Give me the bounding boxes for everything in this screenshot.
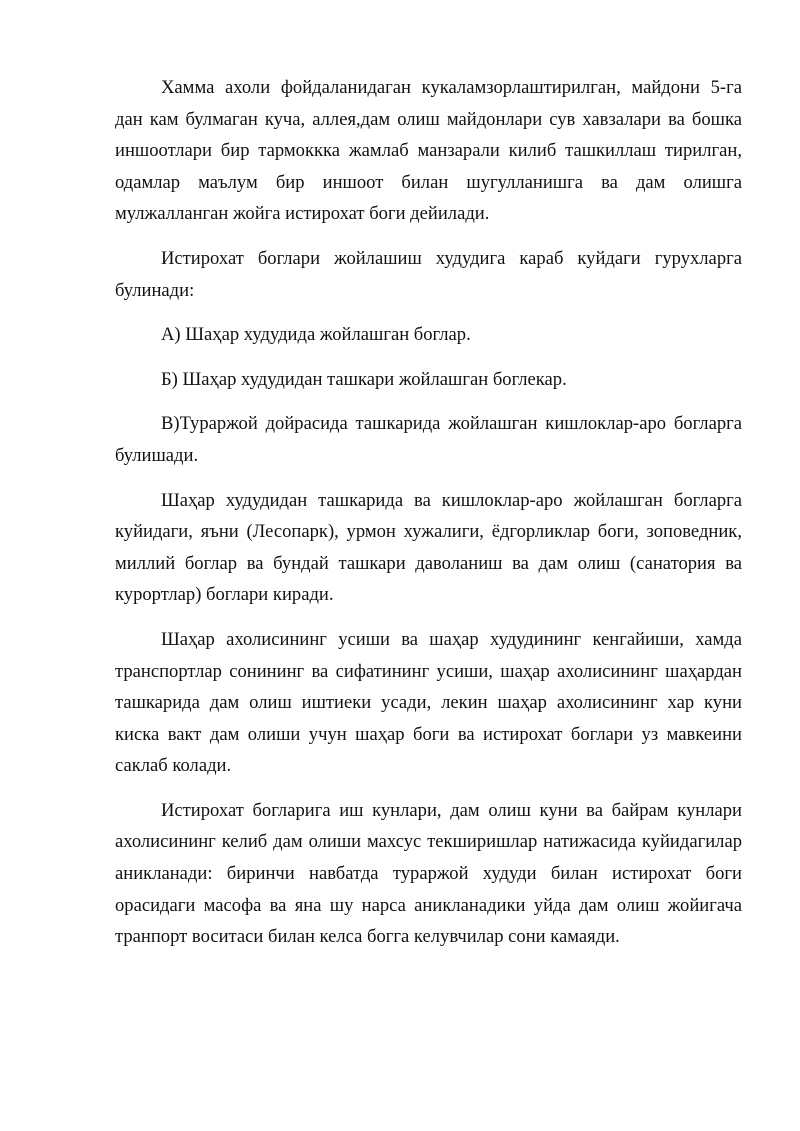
list-item-v: В)Тураржой дойрасида ташкарида жойлашган кишлоклар-аро богларга булишади. xyxy=(115,413,742,466)
paragraph-population-growth: Шаҳар ахолисининг усиши ва шаҳар худудининг кенгайиши, хамда транспортлар сонининг ва сифатининг усиши, шаҳар ахолисининг шаҳардан ташкарида дам олиш иштиеки усади, лекин шаҳар ахолисининг хар куни киска вакт дам олиши учун шаҳар боги ва истирохат боглари уз мавкеини саклаб колади. xyxy=(115,628,742,777)
paragraph-park-definition: Хамма ахоли фойдаланидаган кукаламзорлаштирилган, майдони 5-га дан кам булмаган куча, аллея,дам олиш майдонлари сув хавзалари ва бошка иншоотлари бир тармоккка жамлаб манзарали килиб ташкиллаш тирилган, одамлар маълум бир иншоот билан шугулланишга ва дам олишга мулжалланган жойга истирохат боги дейилади. xyxy=(115,77,742,225)
paragraph-suburban-parks: Шаҳар худудидан ташкарида ва кишлоклар-аро жойлашган богларга куйидаги, яъни (Лесопарк), урмон хужалиги, ёдгорликлар боги, зоповедник, миллий боглар ва бундай ташкари даволаниш ва дам олиш (санатория ва курортлар) боглари киради. xyxy=(115,489,742,606)
list-item-b: Б) Шаҳар худудидан ташкари жойлашган боглекар. xyxy=(161,368,567,390)
paragraph-visitor-research: Истирохат богларига иш кунлари, дам олиш куни ва байрам кунлари ахолисининг келиб дам олиши махсус текширишлар натижасида куйидагилар аникланади: биринчи навбатда тураржой худуди билан истирохат боги орасидаги масофа ва яна шу нарса аникланадики уйда дам олиш жойигача транпорт воситаси билан келса богга келувчилар сони камаяди. xyxy=(115,799,742,948)
document-body xyxy=(115,72,742,966)
paragraph-park-groups-intro: Истирохат боглари жойлашиш худудига караб куйдаги гурухларга булинади: xyxy=(115,247,742,301)
list-item-a: А) Шаҳар худудида жойлашган боглар. xyxy=(161,324,471,346)
